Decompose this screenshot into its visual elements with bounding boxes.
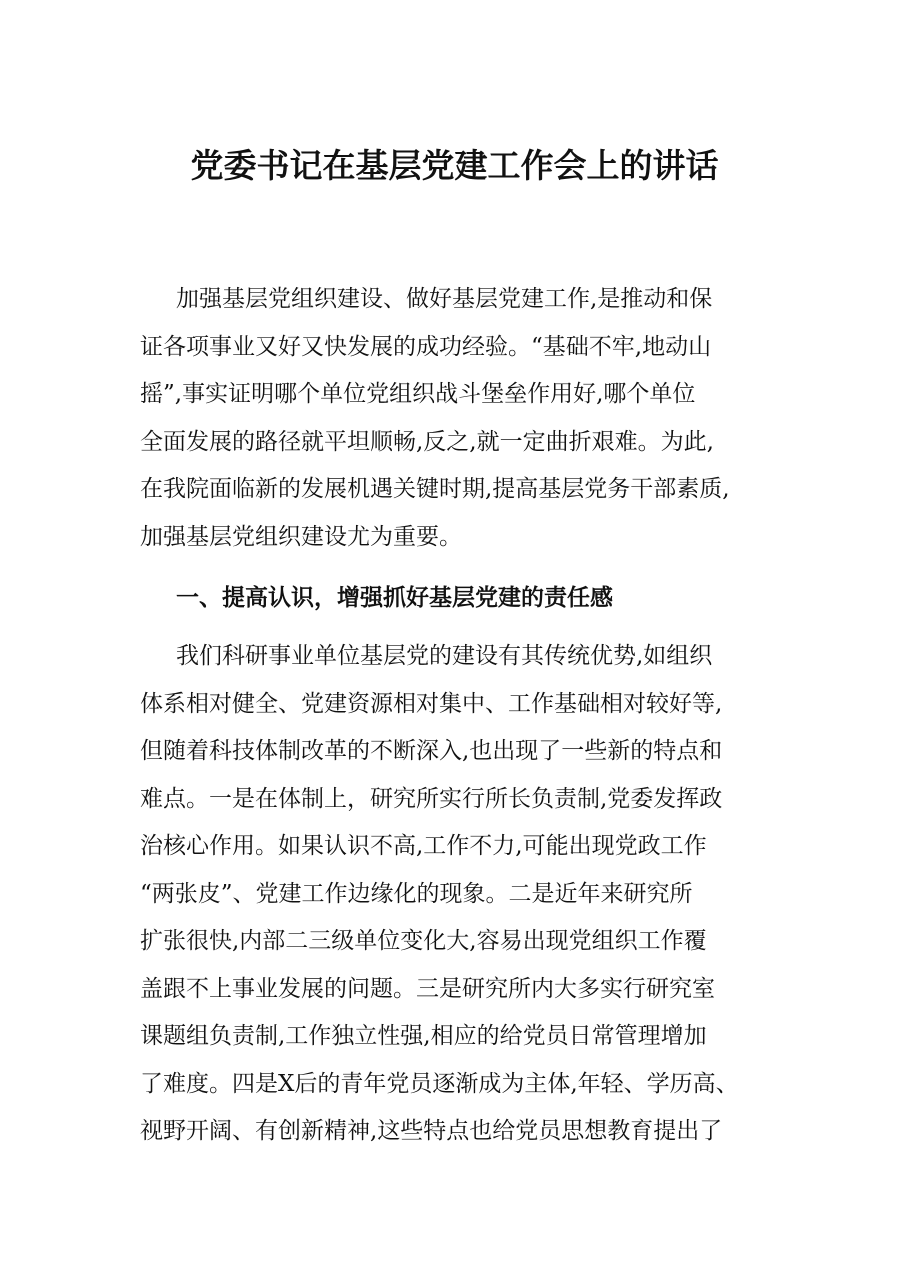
paragraph-line: 我们科研事业单位基层党的建设有其传统优势,如组织 [176, 643, 713, 669]
paragraph-line: 了难度。四是X后的青年党员逐渐成为主体,年轻、学历高、 [140, 1070, 739, 1097]
paragraph-line: “两张皮”、党建工作边缘化的现象。二是近年来研究所 [140, 880, 693, 907]
paragraph-line: 证各项事业又好又快发展的成功经验。“基础不牢,地动山 [140, 333, 712, 360]
paragraph-line: 难点。一是在体制上，研究所实行所长负责制,党委发挥政 [140, 785, 723, 812]
paragraph-line: 盖跟不上事业发展的问题。三是研究所内大多实行研究室 [140, 975, 715, 1002]
paragraph-line: 但随着科技体制改革的不断深入,也出现了一些新的特点和 [140, 738, 723, 764]
document-title: 党委书记在基层党建工作会上的讲话 [190, 146, 719, 185]
paragraph-line: 全面发展的路径就平坦顺畅,反之,就一定曲折艰难。为此, [140, 428, 714, 455]
paragraph-line: 加强基层党组织建设尤为重要。 [140, 523, 462, 550]
paragraph-line: 课题组负责制,工作独立性强,相应的给党员日常管理增加 [140, 1023, 707, 1049]
paragraph-intro [140, 276, 780, 561]
paragraph-line: 摇”,事实证明哪个单位党组织战斗堡垒作用好,哪个单位 [140, 381, 696, 407]
paragraph-line: 治核心作用。如果认识不高,工作不力,可能出现党政工作 [140, 833, 707, 859]
paragraph-line: 扩张很快,内部二三级单位变化大,容易出现党组织工作覆 [140, 928, 707, 954]
paragraph-line: 在我院面临新的发展机遇关键时期,提高基层党务干部素质, [140, 476, 730, 502]
paragraph-line: 视野开阔、有创新精神,这些特点也给党员思想教育提出了 [140, 1118, 723, 1144]
section-heading-1: 一、提高认识，增强抓好基层党建的责任感 [176, 584, 613, 611]
paragraph-line: 体系相对健全、党建资源相对集中、工作基础相对较好等, [140, 690, 723, 717]
paragraph-line: 加强基层党组织建设、做好基层党建工作,是推动和保 [176, 286, 713, 312]
paragraph-section-1 [140, 633, 780, 1156]
